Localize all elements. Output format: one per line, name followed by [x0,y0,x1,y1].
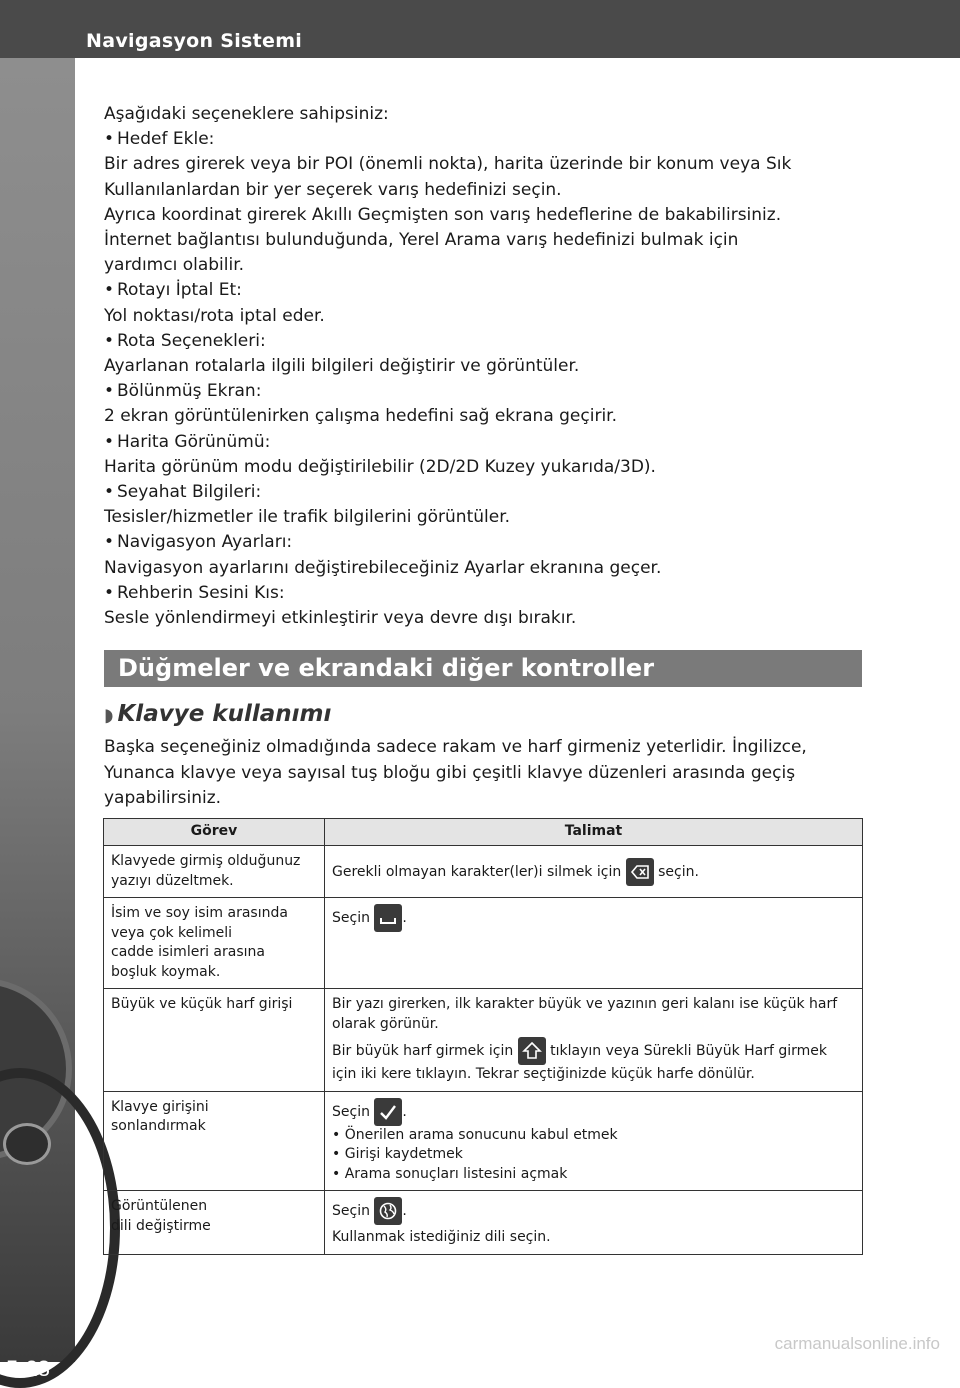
page-number: 5-28 [6,1356,51,1381]
bullet-icon: • [104,330,115,351]
intro-text: Aşağıdaki seçeneklere sahipsiniz: [104,104,389,124]
instruction-cell: Gerekli olmayan karakter(ler)i silmek için seçin. [325,846,863,898]
table-row [104,898,863,989]
option-title: Hedef Ekle: [117,129,215,150]
bullet-icon: • [104,431,115,452]
page-header-title: Navigasyon Sistemi [86,30,303,52]
option-item [104,480,864,530]
task-cell: Klavyede girmiş olduğunuz yazıyı düzeltmek. [104,846,325,898]
shift-icon [518,1037,546,1065]
task-cell: Klavye girişini sonlandırmak [104,1091,325,1191]
option-title: Rehberin Sesini Kıs: [117,582,285,603]
globe-icon [374,1197,402,1225]
subsection-heading-text: Klavye kullanımı [117,701,332,727]
option-desc-line: Bir adres girerek veya bir POI (önemli nokta), harita üzerinde bir konum veya Sık [104,154,792,175]
table-row [104,846,863,898]
column-header-instruction: Talimat [325,819,863,846]
header-bar [0,0,960,58]
option-item [104,379,864,429]
subsection-body: Başka seçeneğiniz olmadığında sadece rakam ve harf girmeniz yeterlidir. İngilizce, Yunanca klavye veya sayısal tuş bloğu gibi çeşitli klavye düzenleri arasında geçiş yapabilirsiniz. [104,737,807,808]
steering-wheel-graphic [0,1068,120,1388]
instruction-cell: Seçin . [325,898,863,989]
bullet-icon: • [104,381,115,402]
option-desc-line: Yol noktası/rota iptal eder. [104,305,325,326]
option-item [104,278,864,328]
option-desc-line: Navigasyon ayarlarını değiştirebileceğiniz Ayarlar ekranına geçer. [104,557,662,578]
option-desc-line: Kullanılanlardan bir yer seçerek varış hedefinizi seçin. [104,179,562,200]
option-item [104,430,864,480]
watermark: carmanualsonline.info [774,1334,940,1353]
backspace-icon [626,858,654,886]
checkmark-icon [374,1098,402,1126]
list-item: • Önerilen arama sonucunu kabul etmek [332,1126,618,1143]
option-title: Navigasyon Ayarları: [117,532,293,553]
option-item [104,329,864,379]
subsection-heading [104,701,331,727]
bullet-icon: • [104,129,115,150]
bullet-icon: • [104,280,115,301]
table-row [104,1191,863,1255]
option-list [104,127,864,631]
option-desc-line: Harita görünüm modu değiştirilebilir (2D/2D Kuzey yukarıda/3D). [104,456,656,477]
option-desc-line: Ayarlanan rotalarla ilgili bilgileri değiştirir ve görüntüler. [104,356,580,377]
bullet-icon: • [104,482,115,503]
table-header-row [104,819,863,846]
bullet-icon: • [104,532,115,553]
task-cell: İsim ve soy isim arasında veya çok kelimeli cadde isimleri arasına boşluk koymak. [104,898,325,989]
list-item: • Arama sonuçları listesini açmak [332,1165,568,1182]
column-header-task: Görev [104,819,325,846]
option-title: Rota Seçenekleri: [117,330,266,351]
option-item [104,127,864,278]
option-desc-line: İnternet bağlantısı bulunduğunda, Yerel Arama varış hedefinizi bulmak için [104,230,739,251]
section-marker-icon: ◗ [104,705,114,726]
task-cell: Görüntülenen dili değiştirme [104,1191,325,1255]
option-title: Rotayı İptal Et: [117,280,242,301]
option-desc-line: yardımcı olabilir. [104,255,245,276]
option-desc-line: Ayrıca koordinat girerek Akıllı Geçmişten son varış hedeflerine de bakabilirsiniz. [104,204,782,225]
keyboard-instructions-table [103,818,863,1255]
list-item: • Girişi kaydetmek [332,1146,463,1162]
section-heading: Düğmeler ve ekrandaki diğer kontroller [104,650,862,687]
table-row [104,1091,863,1191]
options-section [104,102,864,631]
option-desc-line: 2 ekran görüntülenirken çalışma hedefini sağ ekrana geçirir. [104,406,618,427]
brand-logo-icon [3,1123,51,1165]
option-title: Harita Görünümü: [117,431,271,452]
task-cell: Büyük ve küçük harf girişi [104,989,325,1092]
option-item [104,581,864,631]
space-icon [374,904,402,932]
instruction-cell: Seçin . Kullanmak istediğiniz dili seçin. [325,1191,863,1255]
bullet-icon: • [104,582,115,603]
option-desc-line: Sesle yönlendirmeyi etkinleştirir veya devre dışı bırakır. [104,608,577,629]
option-item [104,530,864,580]
option-title: Seyahat Bilgileri: [117,482,262,503]
option-desc-line: Tesisler/hizmetler ile trafik bilgilerini görüntüler. [104,507,511,528]
instruction-cell: Bir yazı girerken, ilk karakter büyük ve yazının geri kalanı ise küçük harf olarak görünür. Bir büyük harf girmek için tıklayın veya Sürekli Büyük Harf girmek için iki kere tıklayın. Tekrar seçtiğinizde küçük harfe dönülür. [325,989,863,1092]
option-title: Bölünmüş Ekran: [117,381,262,402]
sidebar-photo [0,58,75,1381]
table-row [104,989,863,1092]
instruction-cell: Seçin . • Önerilen arama sonucunu kabul etmek • Girişi kaydetmek • Arama sonuçları listesini açmak [325,1091,863,1191]
